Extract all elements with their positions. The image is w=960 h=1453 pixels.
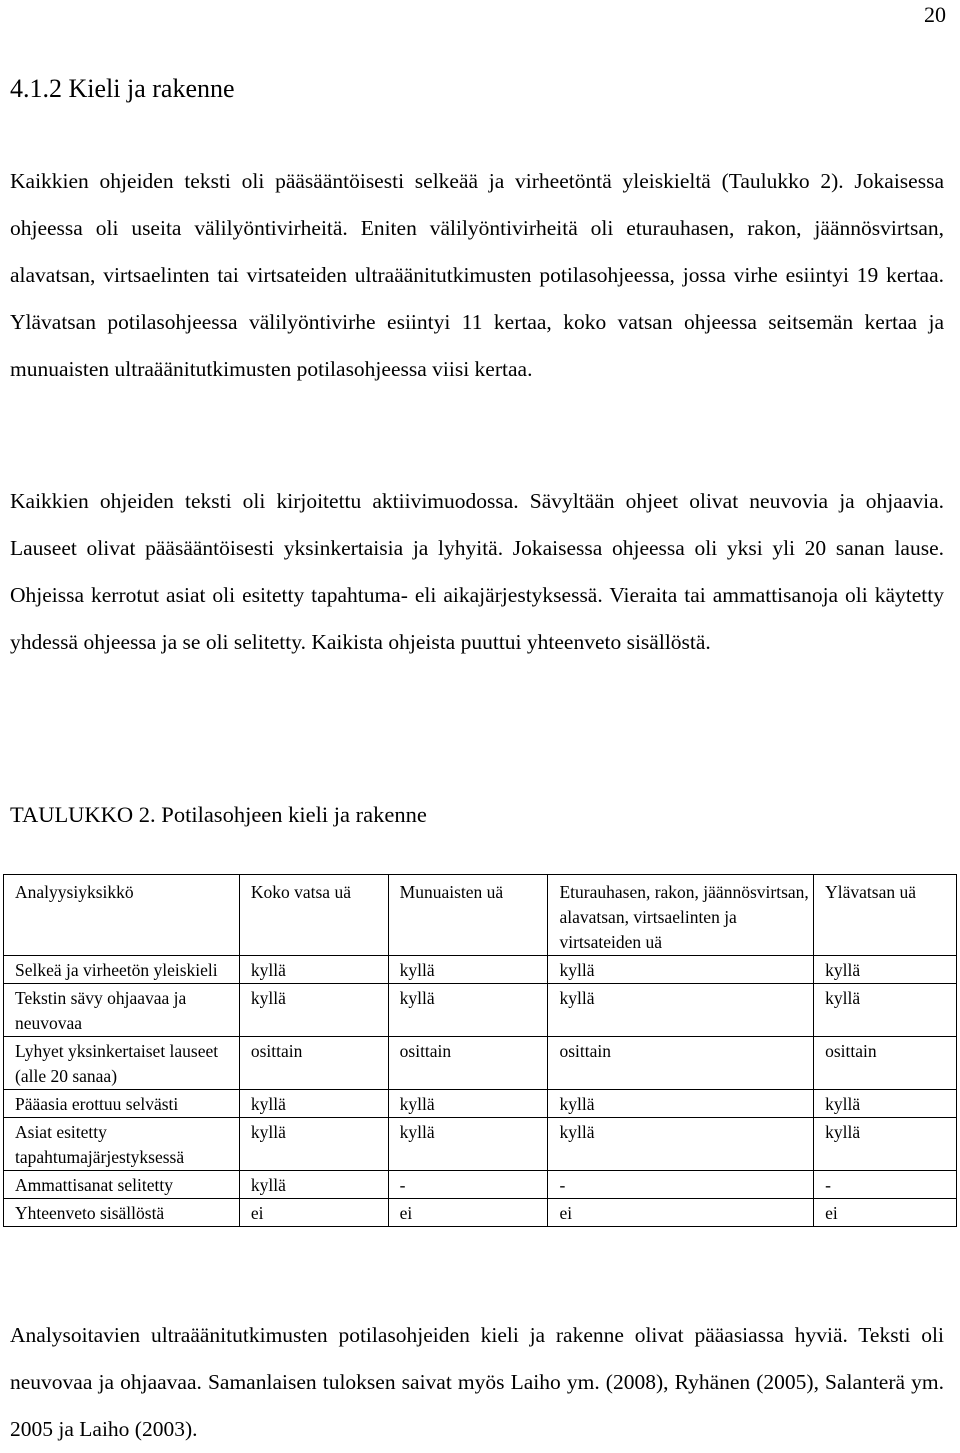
table-cell: kyllä	[814, 1118, 957, 1171]
table-row	[4, 956, 957, 984]
table-cell: kyllä	[814, 956, 957, 984]
table-caption: TAULUKKO 2. Potilasohjeen kieli ja rakenne	[10, 802, 427, 827]
table-row	[4, 1037, 957, 1090]
table-cell: -	[814, 1171, 957, 1199]
table-cell: kyllä	[239, 984, 388, 1037]
table-cell: kyllä	[388, 1090, 548, 1118]
row-label: Pääasia erottuu selvästi	[4, 1090, 240, 1118]
row-label: Tekstin sävy ohjaavaa ja neuvovaa	[4, 984, 240, 1037]
section-heading: 4.1.2 Kieli ja rakenne	[10, 74, 235, 103]
paragraph-style: Kaikkien ohjeiden teksti oli kirjoitettu aktiivimuodossa. Sävyltään ohjeet olivat neuvovia ja ohjaavia. Lauseet olivat pääsääntöisesti yksinkertaisia ja lyhyitä. Jokaisessa ohjeessa oli yksi yli 20 sanan lause. Ohjeissa kerrotut asiat oli esitetty tapahtuma- eli aikajärjestyksessä. Vieraita tai ammattisanoja oli käytetty yhdessä ohjeessa ja se oli selitetty. Kaikista ohjeista puuttui yhteenveto sisällöstä.	[10, 489, 944, 654]
table-cell: kyllä	[388, 984, 548, 1037]
table-cell: osittain	[388, 1037, 548, 1090]
table-cell: kyllä	[239, 1171, 388, 1199]
row-label: Ammattisanat selitetty	[4, 1171, 240, 1199]
page-number: 20	[924, 2, 946, 27]
table-cell: kyllä	[814, 984, 957, 1037]
table-cell: kyllä	[548, 956, 814, 984]
table-header-row	[4, 875, 957, 956]
table-cell: ei	[388, 1199, 548, 1227]
table-cell: kyllä	[239, 956, 388, 984]
table-cell: osittain	[548, 1037, 814, 1090]
table-cell: ei	[814, 1199, 957, 1227]
table-cell: kyllä	[548, 984, 814, 1037]
column-header: Analyysiyksikkö	[4, 875, 240, 956]
paragraph-conclusion: Analysoitavien ultraäänitutkimusten potilasohjeiden kieli ja rakenne olivat pääasiassa hyviä. Teksti oli neuvovaa ja ohjaavaa. Samanlaisen tuloksen saivat myös Laiho ym. (2008), Ryhänen (2005), Salanterä ym. 2005 ja Laiho (2003).	[10, 1323, 944, 1441]
column-header: Eturauhasen, rakon, jäännösvirtsan, alavatsan, virtsaelinten ja virtsateiden uä	[548, 875, 814, 956]
table-row	[4, 1118, 957, 1171]
row-label: Asiat esitetty tapahtumajärjestyksessä	[4, 1118, 240, 1171]
row-label: Lyhyet yksinkertaiset lauseet (alle 20 sanaa)	[4, 1037, 240, 1090]
table-cell: ei	[548, 1199, 814, 1227]
table-cell: kyllä	[548, 1118, 814, 1171]
table-cell: osittain	[239, 1037, 388, 1090]
column-header: Ylävatsan uä	[814, 875, 957, 956]
table-row	[4, 1090, 957, 1118]
table-cell: kyllä	[814, 1090, 957, 1118]
table-row	[4, 1199, 957, 1227]
table-row	[4, 984, 957, 1037]
table-row	[4, 1171, 957, 1199]
table-cell: osittain	[814, 1037, 957, 1090]
column-header: Munuaisten uä	[388, 875, 548, 956]
table-cell: kyllä	[548, 1090, 814, 1118]
table-cell: kyllä	[388, 956, 548, 984]
table-cell: -	[388, 1171, 548, 1199]
table-cell: kyllä	[239, 1118, 388, 1171]
table-cell: kyllä	[239, 1090, 388, 1118]
table-cell: ei	[239, 1199, 388, 1227]
column-header: Koko vatsa uä	[239, 875, 388, 956]
results-table	[3, 874, 957, 1227]
row-label: Selkeä ja virheetön yleiskieli	[4, 956, 240, 984]
paragraph-errors: Kaikkien ohjeiden teksti oli pääsääntöisesti selkeää ja virheetöntä yleiskieltä (Taulukko 2). Jokaisessa ohjeessa oli useita välilyöntivirheitä. Eniten välilyöntivirheitä oli eturauhasen, rakon, jäännösvirtsan, alavatsan, virtsaelinten tai virtsateiden ultraäänitutkimusten potilasohjeessa, jossa virhe esiintyi 19 kertaa. Ylävatsan potilasohjeessa välilyöntivirhe esiintyi 11 kertaa, koko vatsan ohjeessa seitsemän kertaa ja munuaisten ultraäänitutkimusten potilasohjeessa viisi kertaa.	[10, 169, 944, 381]
table-cell: kyllä	[388, 1118, 548, 1171]
row-label: Yhteenveto sisällöstä	[4, 1199, 240, 1227]
table-cell: -	[548, 1171, 814, 1199]
